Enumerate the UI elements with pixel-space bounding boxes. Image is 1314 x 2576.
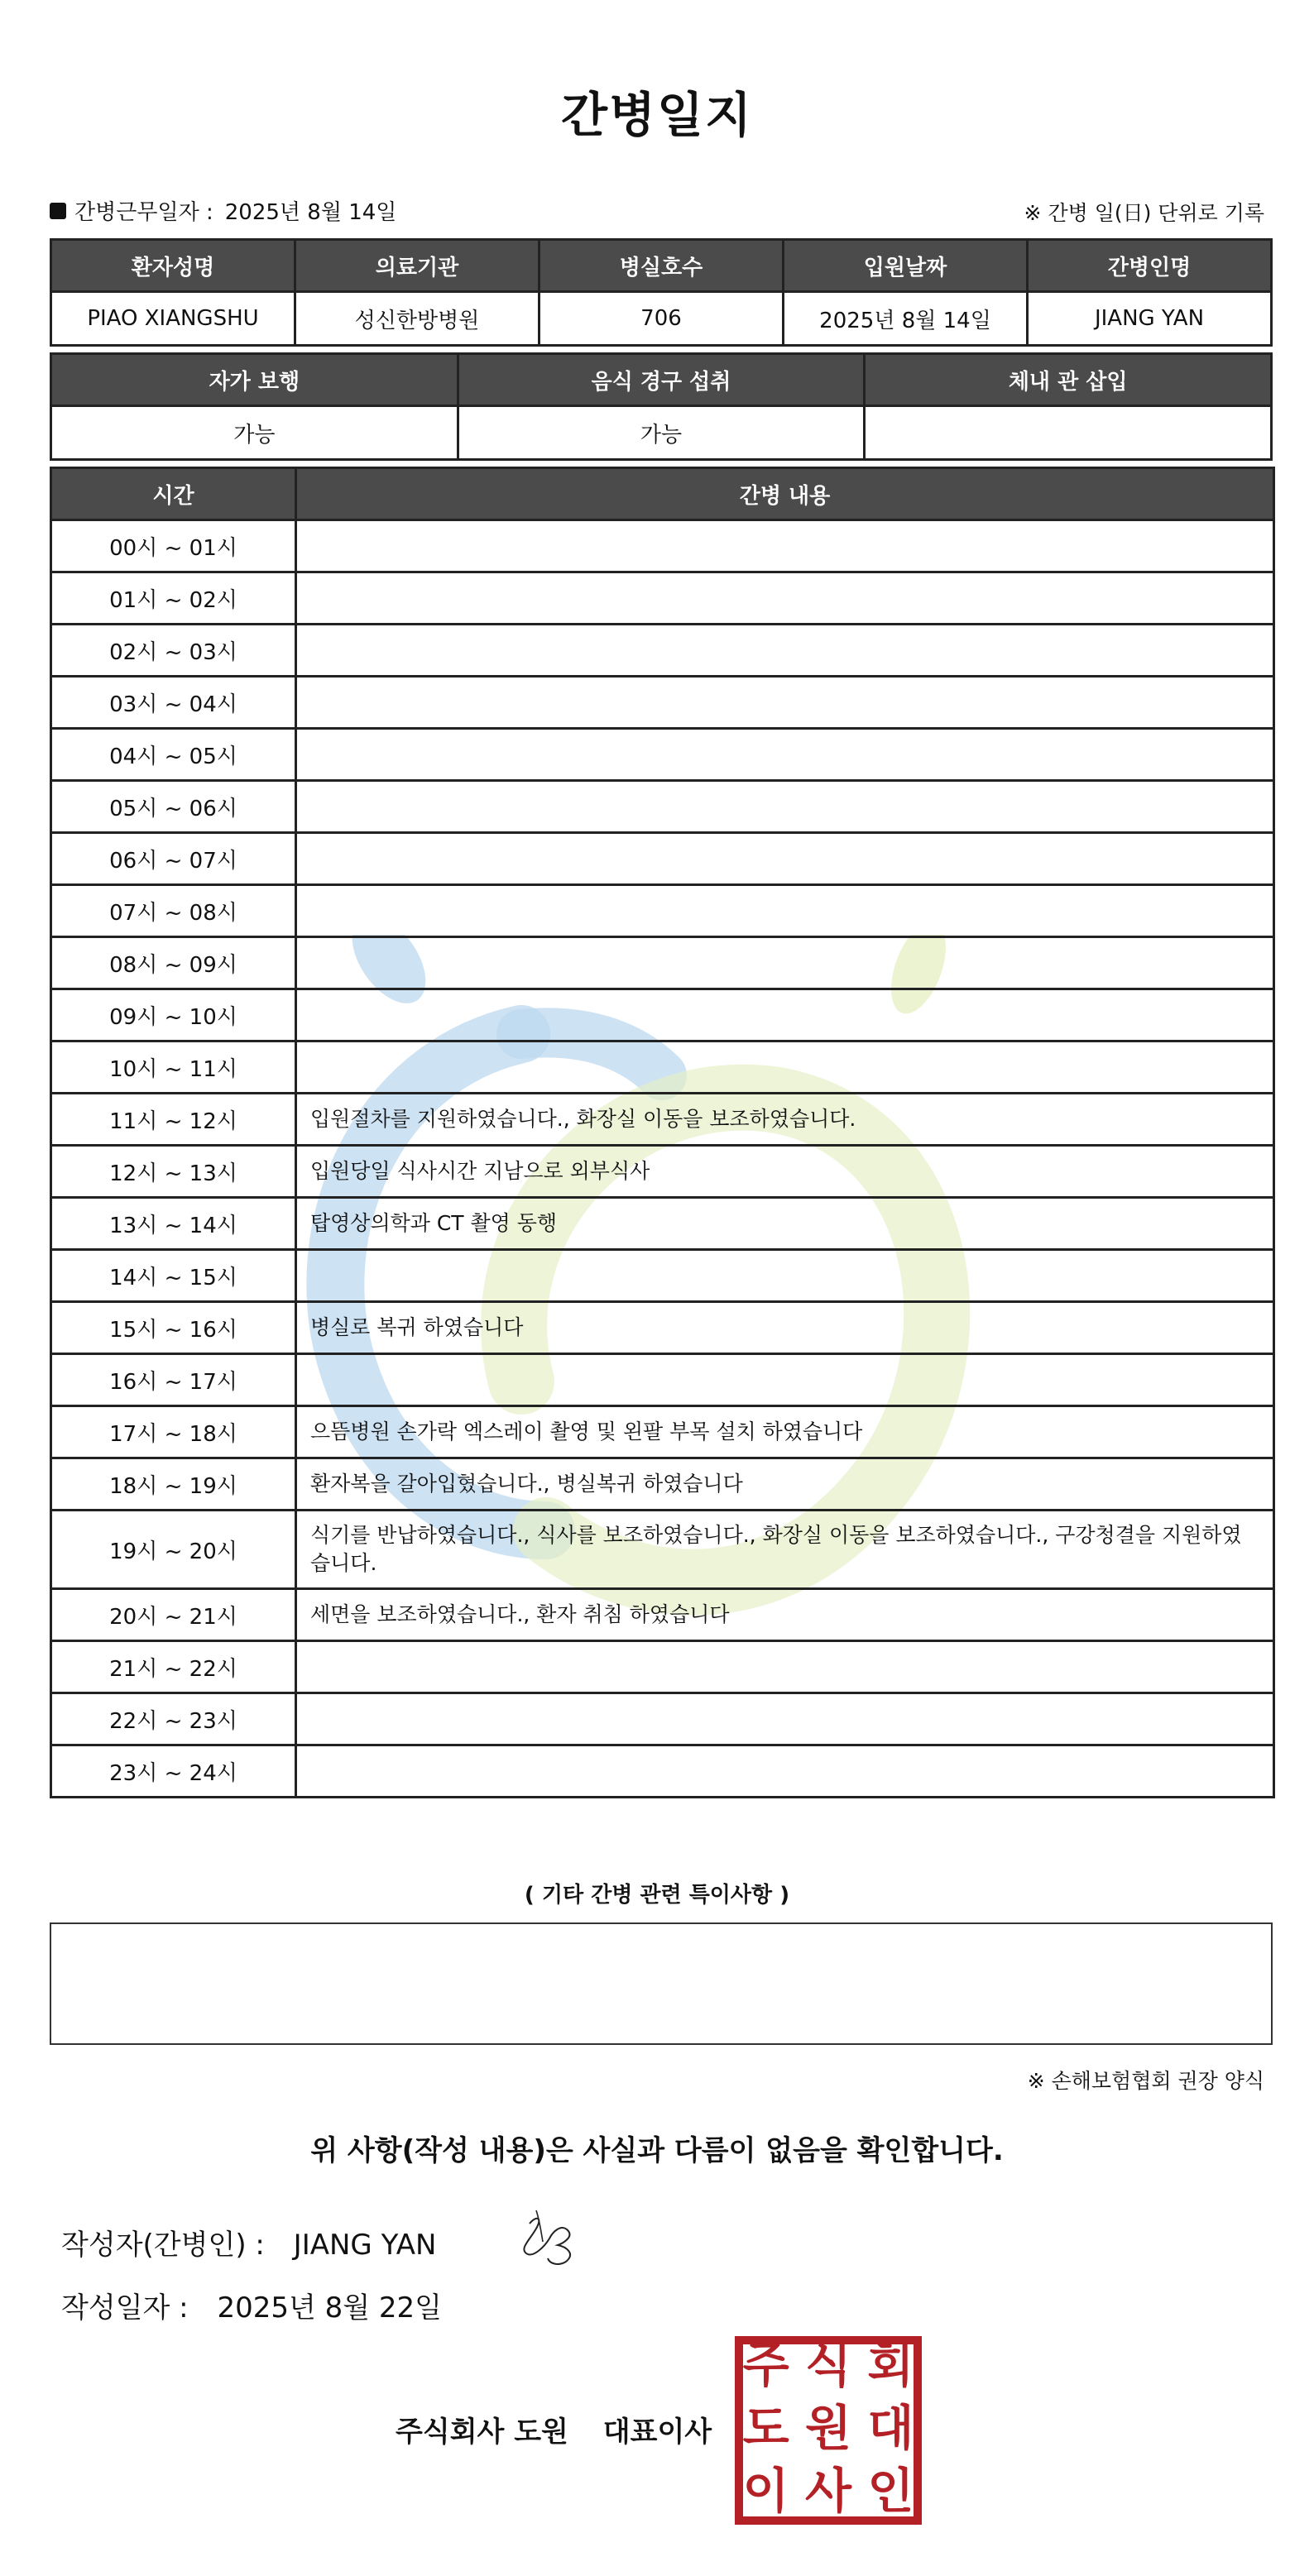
patient-status-table — [50, 352, 1273, 461]
company-ceo-title: 대표이사 — [602, 2416, 712, 2449]
time-slot: 13시 ~ 14시 — [51, 1198, 296, 1250]
writer-line — [61, 2222, 436, 2262]
care-content — [296, 781, 1274, 833]
table-row — [51, 989, 1274, 1041]
square-bullet-icon — [50, 203, 66, 219]
time-slot: 08시 ~ 09시 — [51, 937, 296, 989]
header-caregiver-name: 간병인명 — [1028, 240, 1272, 292]
care-content: 환자복을 갈아입혔습니다., 병실복귀 하였습니다 — [296, 1458, 1274, 1511]
written-date-line — [61, 2285, 442, 2325]
table-row — [51, 1641, 1274, 1693]
table-row — [51, 625, 1274, 677]
table-row — [51, 1589, 1274, 1641]
care-content — [296, 1041, 1274, 1094]
time-slot: 15시 ~ 16시 — [51, 1302, 296, 1354]
care-content — [296, 833, 1274, 885]
header-care-content: 간병 내용 — [296, 468, 1274, 520]
table-row — [51, 1354, 1274, 1406]
recommend-note: ※ 손해보험협회 권장 양식 — [1027, 2069, 1264, 2093]
table-row — [51, 1406, 1274, 1458]
time-slot: 22시 ~ 23시 — [51, 1693, 296, 1745]
extra-notes-title: ( 기타 간병 관련 특이사항 ) — [524, 1883, 790, 1908]
room-number: 706 — [540, 292, 784, 346]
table-row — [51, 1094, 1274, 1146]
writer-name: JIANG YAN — [293, 2229, 437, 2262]
time-slot: 12시 ~ 13시 — [51, 1146, 296, 1198]
care-content — [296, 1745, 1274, 1798]
time-slot: 21시 ~ 22시 — [51, 1641, 296, 1693]
table-row — [51, 1198, 1274, 1250]
extra-notes-box — [50, 1922, 1273, 2045]
header-tube-insertion: 체내 관 삽입 — [865, 354, 1272, 406]
care-content — [296, 1641, 1274, 1693]
care-content — [296, 937, 1274, 989]
time-slot: 14시 ~ 15시 — [51, 1250, 296, 1302]
care-content — [296, 1250, 1274, 1302]
table-row — [51, 1511, 1274, 1589]
care-content — [296, 1354, 1274, 1406]
time-slot: 23시 ~ 24시 — [51, 1745, 296, 1798]
company-name: 주식회사 도원 — [396, 2416, 568, 2449]
care-content — [296, 989, 1274, 1041]
company-seal-stamp: 주 식 회 도 원 대 이 사 인 — [735, 2336, 922, 2525]
care-content — [296, 1693, 1274, 1745]
table-row — [51, 1041, 1274, 1094]
work-date — [50, 195, 396, 226]
header-patient-name: 환자성명 — [51, 240, 295, 292]
table-row — [51, 729, 1274, 781]
table-row — [51, 833, 1274, 885]
table-row — [51, 1302, 1274, 1354]
patient-info-table — [50, 238, 1273, 347]
header-oral-intake: 음식 경구 섭취 — [458, 354, 865, 406]
time-slot: 11시 ~ 12시 — [51, 1094, 296, 1146]
table-row — [51, 1693, 1274, 1745]
time-slot: 03시 ~ 04시 — [51, 677, 296, 729]
oral-intake-value: 가능 — [458, 406, 865, 460]
care-content: 병실로 복귀 하였습니다 — [296, 1302, 1274, 1354]
table-row — [51, 781, 1274, 833]
table-row — [51, 1458, 1274, 1511]
care-content — [296, 625, 1274, 677]
signature-icon — [511, 2199, 586, 2273]
time-slot: 07시 ~ 08시 — [51, 885, 296, 937]
time-slot: 01시 ~ 02시 — [51, 572, 296, 625]
header-time: 시간 — [51, 468, 296, 520]
hospital-name: 성신한방병원 — [295, 292, 540, 346]
care-content: 입원당일 식사시간 지남으로 외부식사 — [296, 1146, 1274, 1198]
page-title: 간병일지 — [560, 87, 754, 143]
header-room-number: 병실호수 — [540, 240, 784, 292]
care-content — [296, 885, 1274, 937]
table-row — [51, 572, 1274, 625]
care-content — [296, 520, 1274, 572]
written-date-value: 2025년 8월 22일 — [217, 2291, 443, 2325]
care-content: 으뜸병원 손가락 엑스레이 촬영 및 왼팔 부목 설치 하였습니다 — [296, 1406, 1274, 1458]
header-self-walking: 자가 보행 — [51, 354, 458, 406]
time-slot: 16시 ~ 17시 — [51, 1354, 296, 1406]
time-slot: 18시 ~ 19시 — [51, 1458, 296, 1511]
admission-date: 2025년 8월 14일 — [784, 292, 1028, 346]
work-date-label: 간병근무일자 : — [74, 200, 213, 225]
tube-insertion-value — [865, 406, 1272, 460]
time-slot: 06시 ~ 07시 — [51, 833, 296, 885]
time-slot: 05시 ~ 06시 — [51, 781, 296, 833]
table-row — [51, 520, 1274, 572]
table-row — [51, 937, 1274, 989]
caregiver-name: JIANG YAN — [1028, 292, 1272, 346]
time-slot: 19시 ~ 20시 — [51, 1511, 296, 1589]
table-row — [51, 1745, 1274, 1798]
record-unit-note: ※ 간병 일(日) 단위로 기록 — [1024, 201, 1264, 225]
time-slot: 10시 ~ 11시 — [51, 1041, 296, 1094]
company-line — [396, 2409, 712, 2449]
table-row — [51, 677, 1274, 729]
time-slot: 02시 ~ 03시 — [51, 625, 296, 677]
care-content — [296, 677, 1274, 729]
table-row — [51, 1250, 1274, 1302]
work-date-value: 2025년 8월 14일 — [224, 200, 397, 225]
care-content — [296, 729, 1274, 781]
table-row — [51, 1146, 1274, 1198]
header-hospital: 의료기관 — [295, 240, 540, 292]
header-admission-date: 입원날짜 — [784, 240, 1028, 292]
time-slot: 20시 ~ 21시 — [51, 1589, 296, 1641]
care-content: 탑영상의학과 CT 촬영 동행 — [296, 1198, 1274, 1250]
time-slot: 00시 ~ 01시 — [51, 520, 296, 572]
time-slot: 09시 ~ 10시 — [51, 989, 296, 1041]
self-walking-value: 가능 — [51, 406, 458, 460]
written-date-label: 작성일자 : — [61, 2291, 189, 2325]
care-log-table — [50, 467, 1275, 1798]
care-content — [296, 572, 1274, 625]
care-content: 세면을 보조하였습니다., 환자 취침 하였습니다 — [296, 1589, 1274, 1641]
time-slot: 17시 ~ 18시 — [51, 1406, 296, 1458]
confirm-statement: 위 사항(작성 내용)은 사실과 다름이 없음을 확인합니다. — [310, 2134, 1004, 2167]
writer-label: 작성자(간병인) : — [61, 2229, 265, 2262]
care-content: 입원절차를 지원하였습니다., 화장실 이동을 보조하였습니다. — [296, 1094, 1274, 1146]
patient-name: PIAO XIANGSHU — [51, 292, 295, 346]
time-slot: 04시 ~ 05시 — [51, 729, 296, 781]
table-row — [51, 885, 1274, 937]
care-content: 식기를 반납하였습니다., 식사를 보조하였습니다., 화장실 이동을 보조하였습니다., 구강청결을 지원하였습니다. — [296, 1511, 1274, 1589]
